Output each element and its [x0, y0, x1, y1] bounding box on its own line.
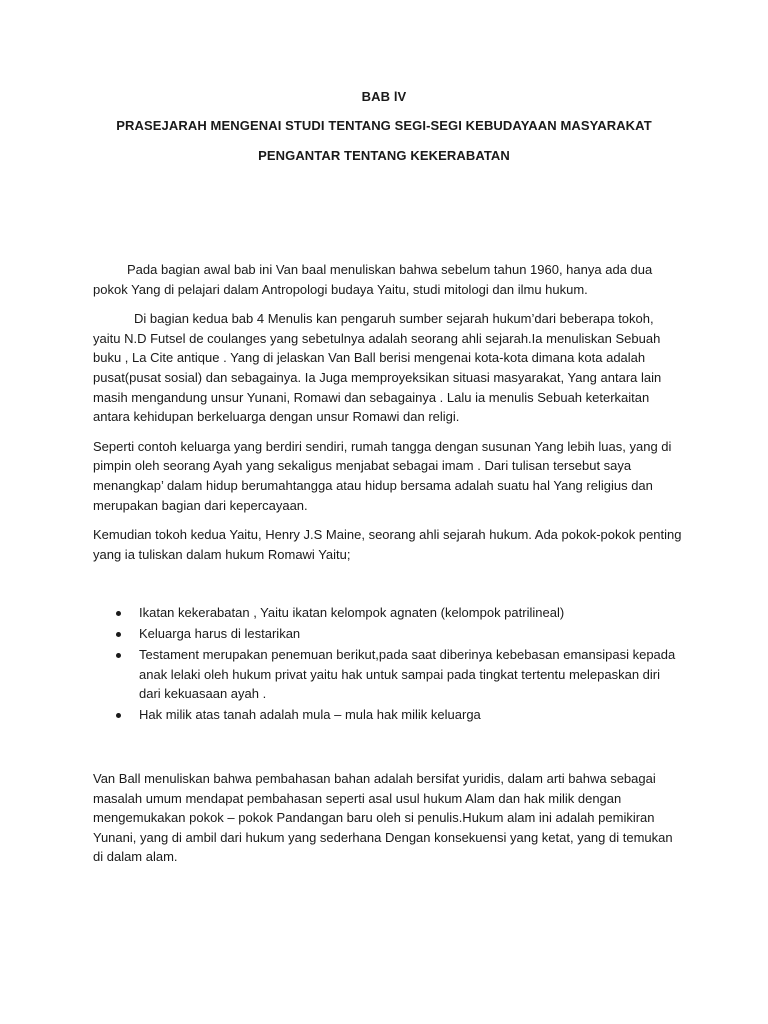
bullet-icon [116, 611, 121, 616]
paragraph-3: Seperti contoh keluarga yang berdiri sendiri, rumah tangga dengan susunan Yang lebih luas, yang di pimpin oleh seorang Ayah yang sekaligus menjabat sebagai imam . Dari tulisan tersebut saya menangkap’ dalam hidup berumahtangga atau hidup bersama adalah suatu hal Yang religius dan merupakan bagian dari kepercayaan. [93, 438, 672, 513]
list-item-text: Ikatan kekerabatan , Yaitu ikatan kelompok agnaten (kelompok patrilineal) [139, 605, 565, 620]
list-item [93, 624, 683, 644]
bullet-icon [116, 713, 121, 718]
bullet-list [93, 603, 683, 727]
list-item [93, 603, 683, 623]
list-item [93, 645, 683, 704]
paragraph-4: Kemudian tokoh kedua Yaitu, Henry J.S Maine, seorang ahli sejarah hukum. Ada pokok-pokok penting yang ia tuliskan dalam hukum Romawi Yaitu; [93, 527, 682, 562]
chapter-title: PRASEJARAH MENGENAI STUDI TENTANG SEGI-SEGI KEBUDAYAAN MASYARAKAT [116, 118, 652, 133]
paragraph-2: Di bagian kedua bab 4 Menulis kan pengaruh sumber sejarah hukum’dari beberapa tokoh, yaitu N.D Futsel de coulanges yang sebetulnya adalah seorang ahli sejarah.Ia menuliskan Sebuah buku , La Cite antique . Yang di jelaskan Van Ball berisi mengenai kota-kota dimana kota adalah pusat(pusat sosial) dan sebagainya. Ia Juga memproyeksikan situasi masyarakat, Yang antara lain masih mengandung unsur Yunani, Romawi dan sebagainya . Lalu ia menulis Sebuah keterkaitan antara kehidupan berkeluarga dengan unsur Romawi dan religi. [93, 311, 662, 425]
closing-paragraph: Van Ball menuliskan bahwa pembahasan bahan adalah bersifat yuridis, dalam arti bahwa sebagai masalah umum mendapat pembahasan seperti asal usul hukum Alam dan hak milik dengan mengemukakan pokok – pokok Pandangan baru oleh si penulis.Hukum alam ini adalah pemikiran Yunani, yang di ambil dari hukum yang sederhana Dengan konsekuensi yang ketat, yang di temukan di dalam alam. [93, 771, 673, 865]
bullet-icon [116, 632, 121, 637]
list-item-text: Testament merupakan penemuan berikut,pada saat diberinya kebebasan emansipasi kepada anak lelaki oleh hukum privat yaitu hak untuk sampai pada tingkat tertentu melepaskan diri dari kekuasaan ayah . [139, 647, 676, 702]
body-paragraphs [93, 260, 683, 574]
paragraph-1: Pada bagian awal bab ini Van baal menuliskan bahwa sebelum tahun 1960, hanya ada dua pokok Yang di pelajari dalam Antropologi budaya Yaitu, studi mitologi dan ilmu hukum. [93, 262, 653, 297]
bullet-icon [116, 653, 121, 658]
chapter-subtitle: PENGANTAR TENTANG KEKERABATAN [258, 148, 510, 163]
list-item [93, 705, 683, 725]
list-item-text: Hak milik atas tanah adalah mula – mula hak milik keluarga [139, 707, 481, 723]
closing-section [93, 769, 683, 877]
list-item-text: Keluarga harus di lestarikan [139, 626, 301, 642]
chapter-heading: BAB lV [361, 89, 407, 104]
